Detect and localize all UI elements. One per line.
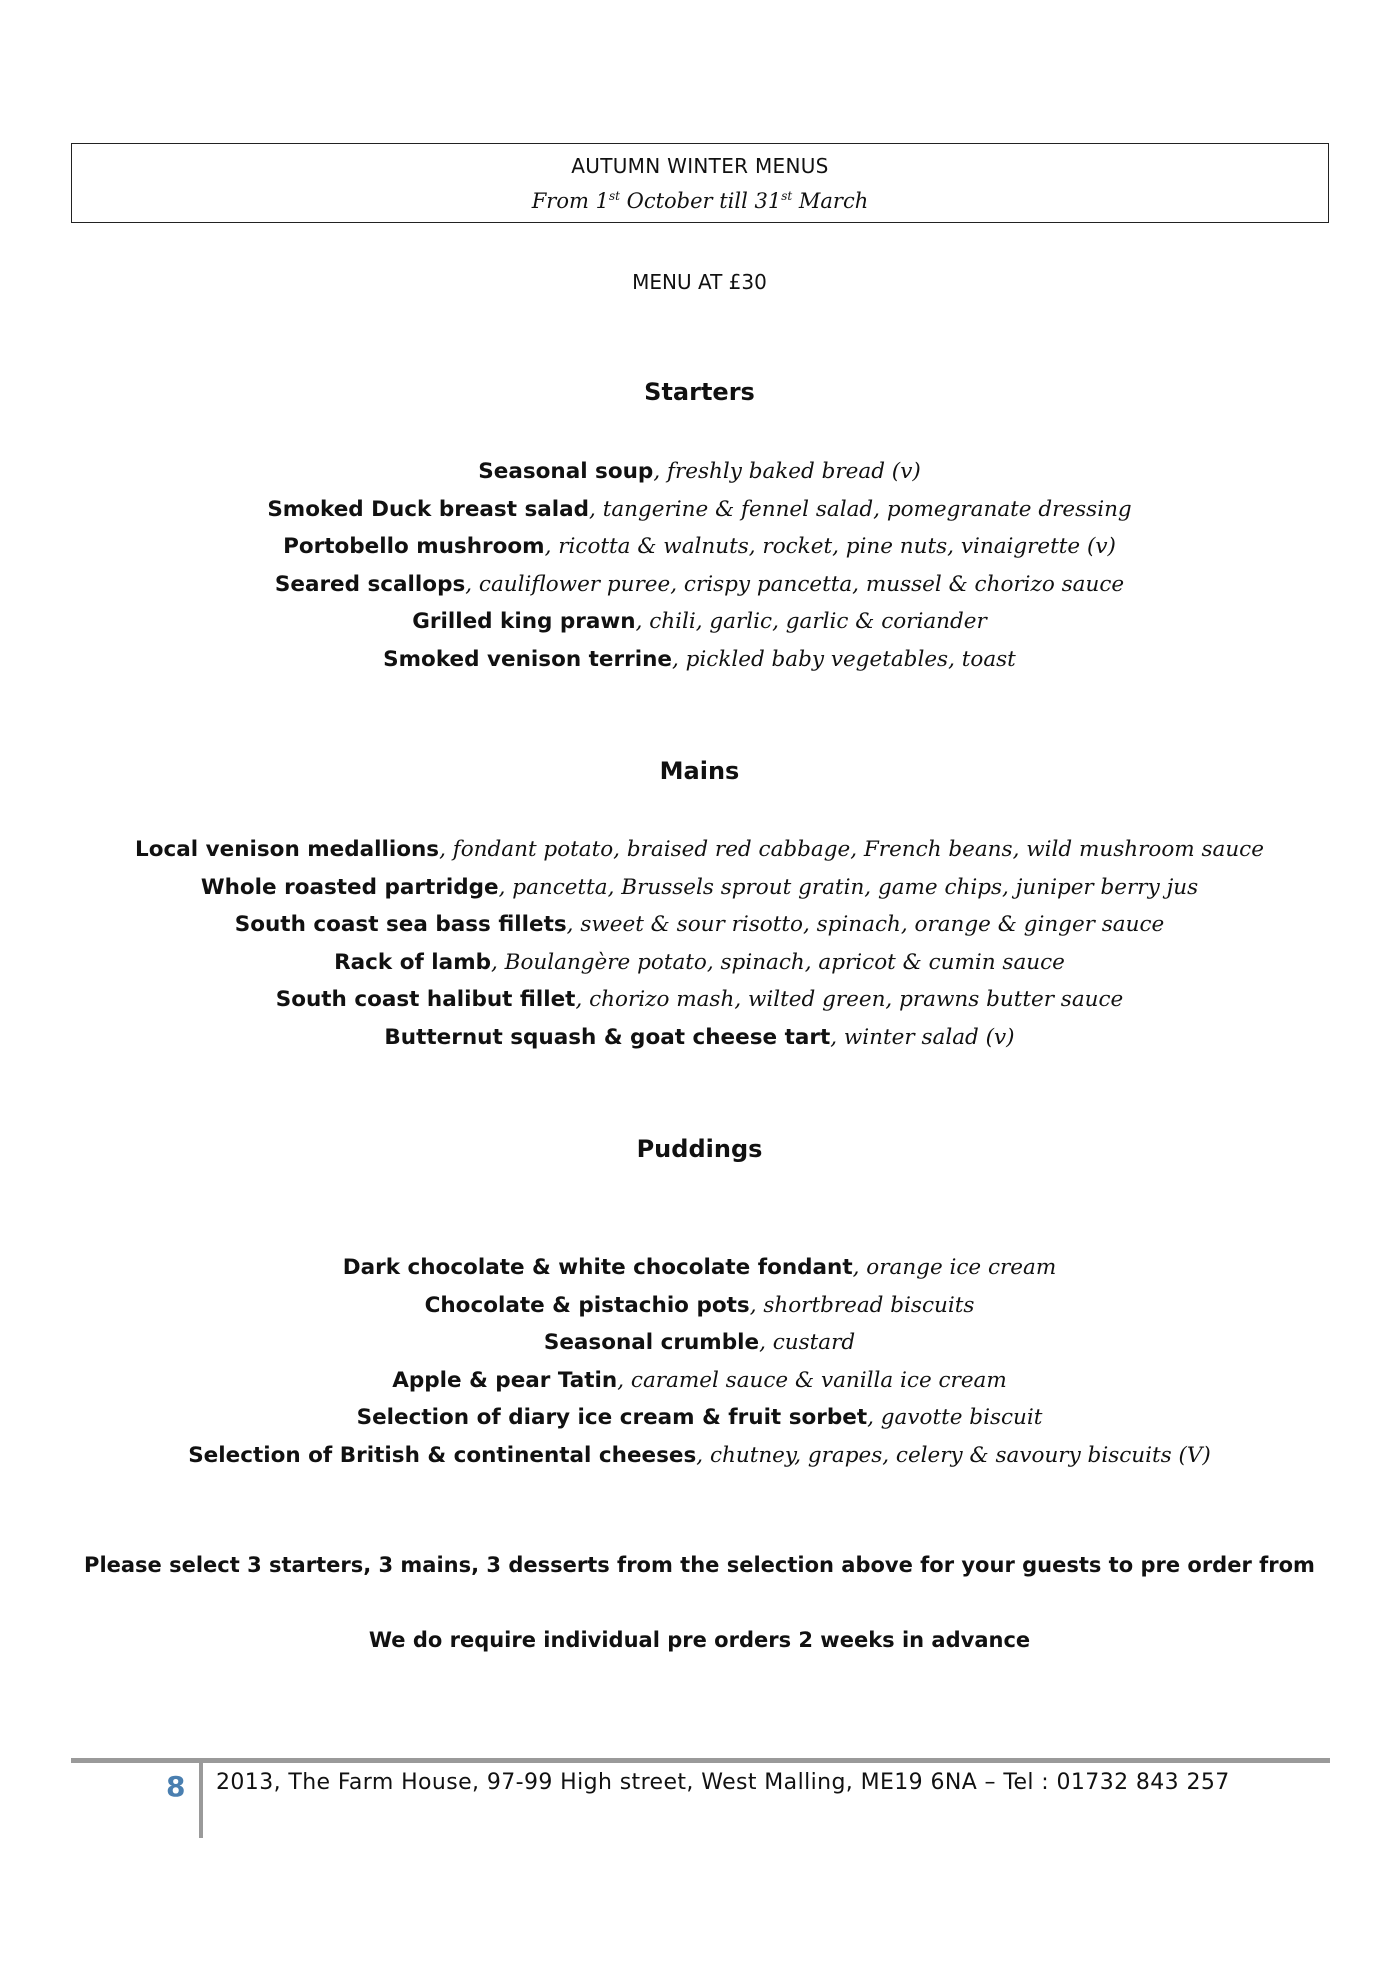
dish-name: Seared scallops xyxy=(274,571,466,597)
footer-address: 2013, The Farm House, 97-99 High street, West Malling, ME19 6NA – Tel : 01732 843 257 xyxy=(216,1770,1230,1795)
dish-name: Dark chocolate & white chocolate fondant xyxy=(342,1255,853,1280)
advance-note: We do require individual pre orders 2 weeks in advance xyxy=(368,1628,1031,1652)
menu-title: AUTUMN WINTER MENUS xyxy=(571,154,829,178)
title-box xyxy=(71,143,1329,223)
menu-item xyxy=(0,566,1399,604)
menu-item xyxy=(0,1249,1399,1287)
dish-description: , orange ice cream xyxy=(852,1255,1057,1280)
dish-description: , cauliflower puree, crispy pancetta, mussel & chorizo sauce xyxy=(465,571,1125,597)
dish-description: , freshly baked bread (v) xyxy=(653,459,921,484)
dish-name: Portobello mushroom xyxy=(283,534,545,559)
menu-item xyxy=(0,831,1399,869)
menu-item xyxy=(0,981,1399,1019)
menu-date-range: From 1st October till 31st March xyxy=(531,189,869,213)
dish-name: Smoked venison terrine xyxy=(383,646,672,672)
dish-description: , shortbread biscuits xyxy=(749,1292,975,1318)
dish-name: Grilled king prawn xyxy=(412,609,636,634)
menu-item xyxy=(0,944,1399,982)
page-number: 8 xyxy=(166,1770,186,1803)
dish-description: , fondant potato, braised red cabbage, French beans, wild mushroom sauce xyxy=(439,837,1264,862)
menu-item xyxy=(0,453,1399,491)
menu-item xyxy=(0,641,1399,679)
dish-name: Apple & pear Tatin xyxy=(392,1367,618,1393)
mains-heading: Mains xyxy=(659,757,740,785)
puddings-heading: Puddings xyxy=(636,1135,763,1163)
menu-item xyxy=(0,491,1399,529)
dish-name: Selection of British & continental cheeses xyxy=(188,1442,697,1468)
dish-description: , chorizo mash, wilted green, prawns butter sauce xyxy=(575,987,1124,1012)
puddings-list xyxy=(0,1249,1399,1474)
menu-item xyxy=(0,906,1399,944)
menu-item xyxy=(0,603,1399,641)
selection-note: Please select 3 starters, 3 mains, 3 desserts from the selection above for your guests to pre order from xyxy=(84,1553,1315,1577)
menu-item xyxy=(0,528,1399,566)
dish-description: , ricotta & walnuts, rocket, pine nuts, vinaigrette (v) xyxy=(544,534,1116,559)
dish-description: , caramel sauce & vanilla ice cream xyxy=(617,1367,1007,1393)
menu-item xyxy=(0,1399,1399,1437)
dish-description: , winter salad (v) xyxy=(830,1024,1015,1050)
dish-name: Smoked Duck breast salad xyxy=(267,496,590,522)
dish-description: , chili, garlic, garlic & coriander xyxy=(635,609,987,634)
dish-name: Local venison medallions xyxy=(135,837,440,862)
dish-description: , tangerine & fennel salad, pomegranate dressing xyxy=(589,496,1132,522)
menu-item xyxy=(0,1362,1399,1400)
dish-description: , pickled baby vegetables, toast xyxy=(671,646,1016,672)
dish-name: Seasonal crumble xyxy=(543,1330,760,1355)
mains-list xyxy=(0,831,1399,1056)
dish-name: Chocolate & pistachio pots xyxy=(424,1292,750,1318)
menu-item xyxy=(0,1324,1399,1362)
starters-heading: Starters xyxy=(644,378,755,406)
menu-item xyxy=(0,1287,1399,1325)
dish-name: South coast halibut fillet xyxy=(275,987,576,1012)
dish-description: , gavotte biscuit xyxy=(867,1405,1043,1430)
starters-list xyxy=(0,453,1399,678)
dish-description: , custard xyxy=(759,1330,856,1355)
footer-divider xyxy=(71,1758,1330,1763)
menu-item xyxy=(0,1019,1399,1057)
dish-description: , Boulangère potato, spinach, apricot & cumin sauce xyxy=(490,949,1065,975)
dish-description: , sweet & sour risotto, spinach, orange & ginger sauce xyxy=(566,912,1165,937)
footer-vertical-divider xyxy=(199,1763,203,1838)
menu-price: MENU AT £30 xyxy=(632,270,767,294)
dish-name: Rack of lamb xyxy=(334,949,491,975)
dish-name: Whole roasted partridge xyxy=(200,874,499,900)
dish-description: , chutney, grapes, celery & savoury biscuits (V) xyxy=(696,1442,1211,1468)
dish-name: South coast sea bass fillets xyxy=(234,912,567,937)
menu-item xyxy=(0,869,1399,907)
dish-name: Selection of diary ice cream & fruit sorbet xyxy=(356,1405,868,1430)
dish-name: Seasonal soup xyxy=(478,459,654,484)
dish-description: , pancetta, Brussels sprout gratin, game chips, juniper berry jus xyxy=(498,874,1199,900)
menu-item xyxy=(0,1437,1399,1475)
dish-name: Butternut squash & goat cheese tart xyxy=(384,1024,831,1050)
